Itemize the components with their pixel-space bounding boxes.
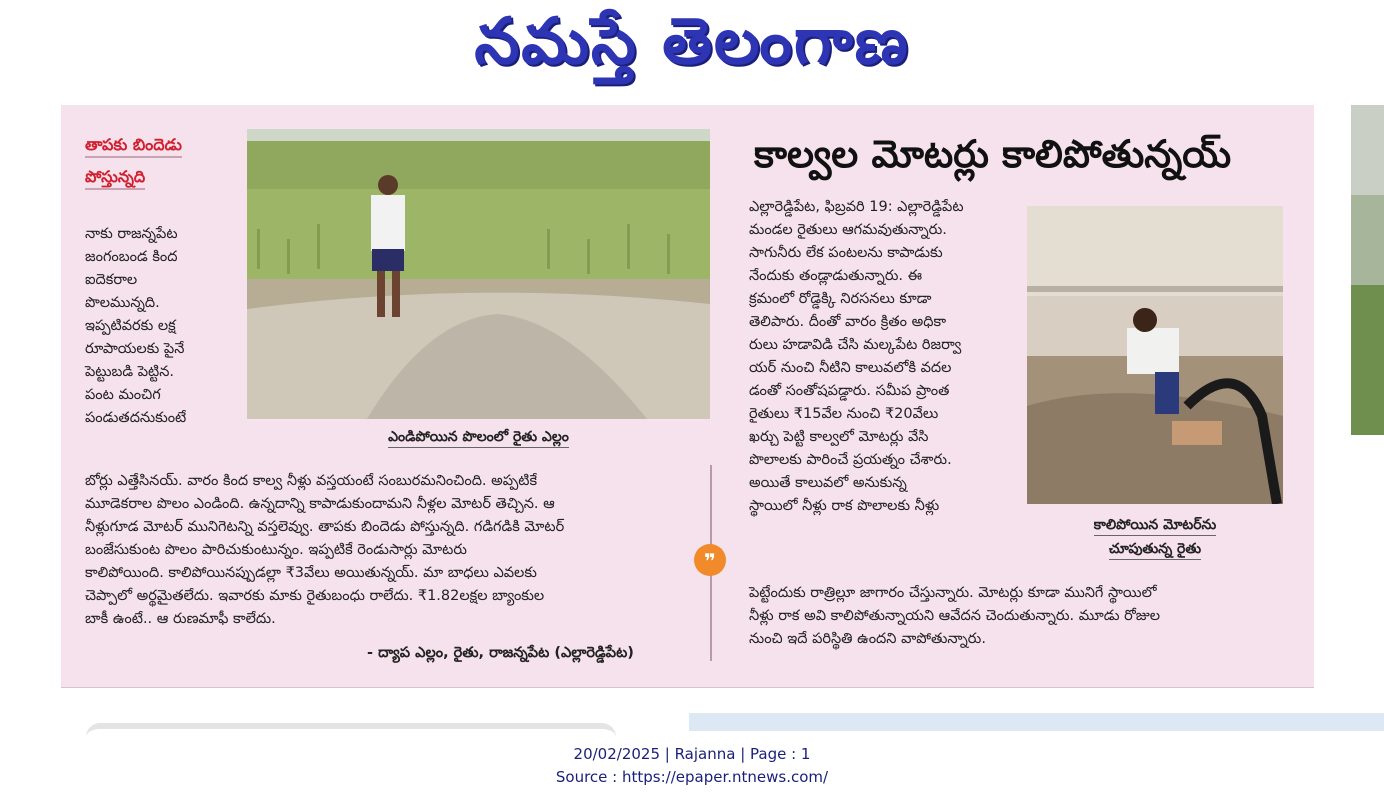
dry-field-photo-caption: ఎండిపోయిన పొలంలో రైతు ఎల్లం	[247, 429, 710, 448]
quote-line: జంగంబండ కింద	[85, 249, 178, 265]
sidebar-headline-line1: తాపకు బిందెడు	[85, 135, 182, 158]
page-footer	[0, 743, 1384, 789]
article-line: పెట్టేందుకు రాత్రిల్లూ జాగారం చేస్తున్నారు. మోటర్లు కూడా మునిగే స్థాయిలో	[749, 585, 1157, 601]
next-article-banner	[689, 713, 1384, 731]
adjacent-article-strip	[1351, 105, 1384, 665]
article-line: నీళ్లు రాక అవి కాలిపోతున్నాయని ఆవేదన చెందుతున్నారు. మూడు రోజుల	[749, 608, 1161, 624]
quote-line: నాకు రాజన్నపేట	[85, 226, 178, 242]
article-line: క్రమంలో రోడ్డెక్కి నిరసనలు కూడా	[749, 291, 932, 307]
quote-line: బంజేసుకుంట పొలం పారిచుకుంటున్నం. ఇప్పటికే రెండుసార్లు మోటరు	[85, 542, 467, 558]
article-line: రులు హడావిడి చేసి మల్కపేట రిజర్వా	[749, 337, 962, 353]
farmer-quote-wide	[85, 470, 685, 631]
quote-line: చెప్పాలో అర్థమైతలేదు. ఇవారకు మాకు రైతుబంధు రాలేదు. ₹1.82లక్షల బ్యాంకుల	[85, 588, 545, 604]
quote-line: ఇప్పటివరకు లక్ష	[85, 318, 176, 334]
quote-line: రూపాయలకు పైనే	[85, 341, 185, 357]
article-line: తెలిపారు. దీంతో వారం క్రితం అధికా	[749, 314, 947, 330]
news-clipping	[61, 105, 1314, 688]
article-line: ఖర్చు పెట్టి కాల్వలో మోటర్లు వేసి	[749, 429, 929, 445]
article-line: సాగునీరు లేక పంటలను కాపాడుకు	[749, 245, 943, 261]
article-line: అయితే కాలువలో అనుకున్న	[749, 475, 907, 491]
article-headline: కాల్వల మోటర్లు కాలిపోతున్నయ్	[754, 132, 1232, 176]
dry-field-photo	[247, 129, 710, 419]
article-body-wide	[749, 582, 1269, 651]
article-line: నేందుకు తండ్లాడుతున్నారు. ఈ	[749, 268, 923, 284]
article-line: ఎల్లారెడ్డిపేట, ఫిబ్రవరి 19: ఎల్లారెడ్డిపేట	[749, 199, 964, 215]
article-line: యర్ నుంచి నీటిని కాలువలోకి వదల	[749, 360, 952, 376]
quote-attribution: - ద్యాప ఎల్లం, రైతు, రాజన్నపేట (ఎల్లారెడ్డిపేట)	[367, 645, 634, 661]
burnt-motor-photo	[1027, 206, 1283, 504]
footer-date-edition: 20/02/2025 | Rajanna | Page : 1	[573, 745, 811, 763]
quote-icon: ❞	[694, 544, 726, 576]
quote-line: కాలిపోయింది. కాలిపోయినప్పుడల్లా ₹3వేలు అయితున్నయ్. మా బాధలు ఎవలకు	[85, 565, 537, 581]
article-body-narrow	[749, 196, 1009, 518]
farmer-quote-narrow	[85, 223, 235, 430]
quote-line: బాకీ ఉంటే.. ఆ రుణమాఫీ కాలేదు.	[85, 611, 276, 627]
article-line: నుంచి ఇదే పరిస్థితి ఉందని వాపోతున్నారు.	[749, 631, 986, 647]
article-line: మండల రైతులు ఆగమవుతున్నారు.	[749, 222, 947, 238]
quote-line: మూడెకరాల పొలం ఎండింది. ఉన్నదాన్ని కాపాడుకుందామని నీళ్లల మోటర్ తెచ్చిన. ఆ	[85, 496, 555, 512]
quote-line: పండుతదనుకుంటే	[85, 410, 187, 426]
footer-source: Source : https://epaper.ntnews.com/	[555, 768, 829, 786]
article-line: రైతులు ₹15వేల నుంచి ₹20వేలు	[749, 406, 939, 422]
newspaper-masthead: నమస్తే తెలంగాణ	[474, 5, 910, 79]
quote-line: పెట్టుబడి పెట్టిన.	[85, 364, 175, 380]
quote-line: పొలమున్నది.	[85, 295, 160, 311]
quote-line: నీళ్లుగూడ మోటర్ మునిగెటన్ని వస్తలెవ్వు. తాపకు బిందెడు పోస్తున్నది. గడిగడికి మోటర్	[85, 519, 565, 535]
article-line: పొలాలకు పారించే ప్రయత్నం చేశారు.	[749, 452, 952, 468]
quote-line: ఐదెకరాల	[85, 272, 138, 288]
burnt-motor-photo-caption: కాలిపోయిన మోటర్‌ను చూపుతున్న రైతు	[1027, 513, 1283, 561]
next-article-edge	[86, 723, 616, 741]
quote-line: పంట మంచిగ	[85, 387, 161, 403]
article-line: డంతో సంతోషపడ్డారు. సమీప ప్రాంత	[749, 383, 950, 399]
sidebar-headline	[85, 129, 225, 193]
article-line: స్థాయిలో నీళ్లు రాక పొలాలకు నీళ్లు	[749, 498, 940, 514]
sidebar-headline-line2: పోస్తున్నది	[85, 167, 145, 190]
quote-line: బోర్లు ఎత్తేసినయ్. వారం కింద కాల్వ నీళ్లు వస్తయంటే సంబురమనించింది. అప్పటికే	[85, 473, 538, 489]
